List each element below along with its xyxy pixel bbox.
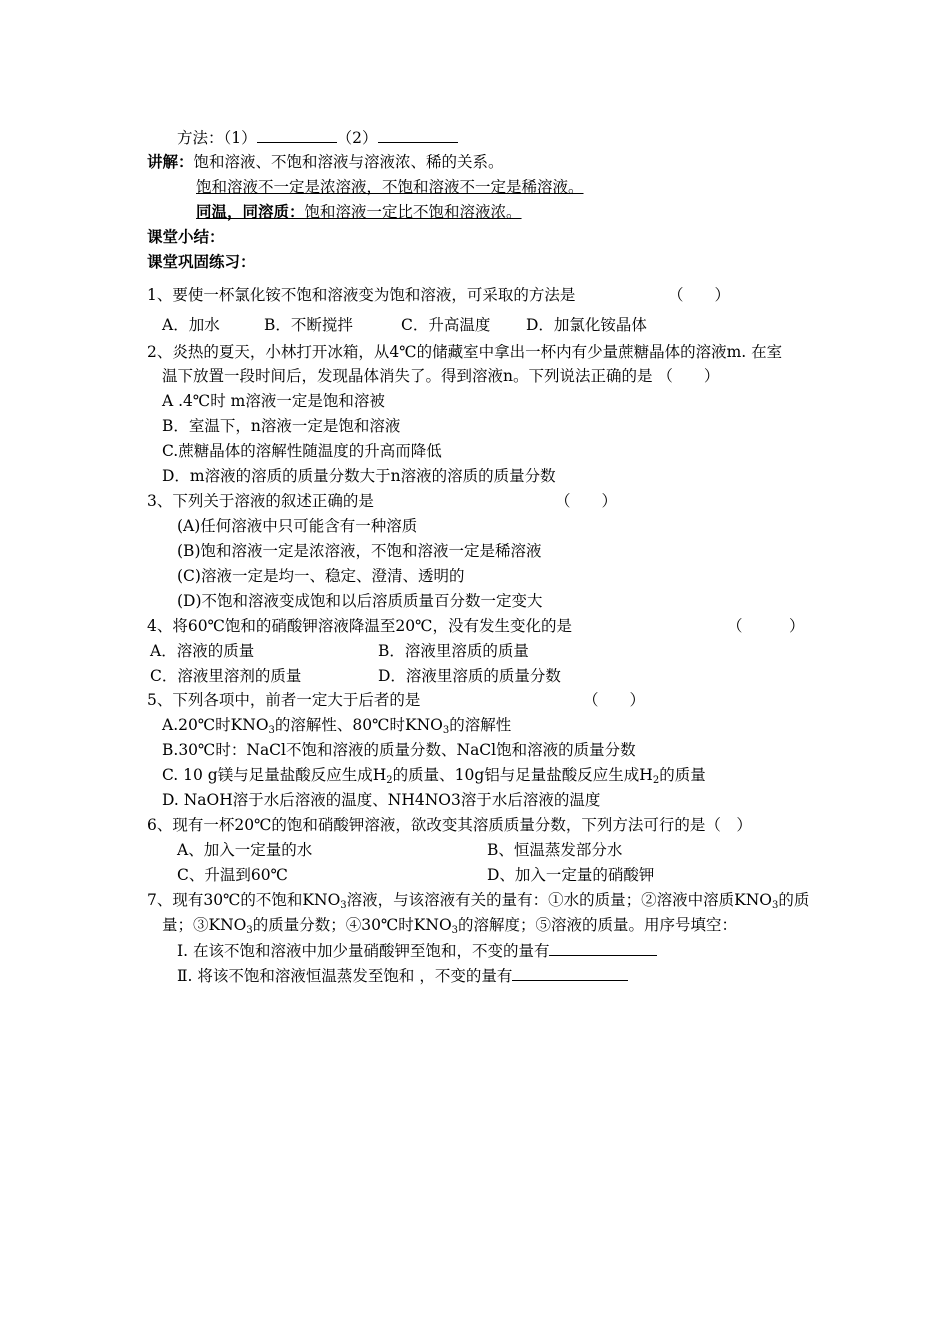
q7-item-i-blank[interactable]	[549, 940, 657, 956]
q1-option-c: C．升高温度	[401, 316, 491, 334]
method-line	[177, 127, 458, 148]
explain-line-3-bold: 同温，同溶质：	[196, 202, 305, 221]
q5-option-b: B.30℃时：NaCl不饱和溶液的质量分数、NaCl饱和溶液的质量分数	[162, 741, 636, 759]
q1-option-b: B．不断搅拌	[264, 316, 353, 334]
q4-option-b: B．溶液里溶质的质量	[378, 642, 529, 660]
q7-item-ii-blank[interactable]	[512, 965, 628, 981]
q2-option-a: A .4℃时 m溶液一定是饱和溶被	[162, 392, 385, 410]
q4-answer-paren: （ ）	[727, 617, 805, 635]
q3-option-c: (C)溶液一定是均一、稳定、澄清、透明的	[177, 567, 465, 585]
subscript: 3	[772, 900, 779, 911]
summary-heading: 课堂小结：	[147, 227, 225, 246]
q7-line1-part3: 的质	[778, 891, 810, 909]
q7-line1-part1: 7、现有30℃的不饱和KNO	[147, 891, 341, 909]
method-part1-label: （1）	[223, 129, 257, 147]
practice-heading: 课堂巩固练习：	[147, 252, 256, 271]
q5-stem: 5、下列各项中，前者一定大于后者的是	[147, 691, 421, 709]
q6-option-b: B、恒温蒸发部分水	[487, 841, 623, 859]
subscript: 2	[386, 775, 393, 786]
q1-option-d: D．加氯化铵晶体	[526, 316, 647, 334]
q5-option-a-part1: A.20℃时KNO	[162, 716, 269, 734]
q5-option-c-part1: C. 10 g镁与足量盐酸反应生成H	[162, 766, 387, 784]
subscript: 3	[340, 900, 347, 911]
q6-stem: 6、现有一杯20℃的饱和硝酸钾溶液，欲改变其溶质质量分数，下列方法可行的是（ ）	[147, 816, 752, 834]
q7-item-i	[177, 940, 657, 961]
q3-stem: 3、下列关于溶液的叙述正确的是	[147, 492, 374, 510]
subscript: 3	[246, 925, 253, 936]
explain-line-2: 饱和溶液不一定是浓溶液，不饱和溶液不一定是稀溶液。	[196, 178, 584, 196]
q2-option-c: C.蔗糖晶体的溶解性随温度的升高而降低	[162, 442, 442, 460]
q1-option-a: A．加水	[162, 316, 220, 334]
q1-stem: 1、要使一杯氯化铵不饱和溶液变为饱和溶液，可采取的方法是	[147, 286, 576, 304]
q4-option-c: C．溶液里溶剂的质量	[150, 667, 302, 685]
q6-option-a: A、加入一定量的水	[177, 841, 313, 859]
q4-option-d: D．溶液里溶质的质量分数	[378, 667, 561, 685]
q7-item-ii	[177, 965, 628, 986]
q1-answer-paren: （ ）	[668, 286, 731, 304]
q5-option-c	[162, 765, 706, 785]
subscript: 3	[451, 925, 459, 936]
q5-option-a	[162, 715, 511, 735]
q3-answer-paren: （ ）	[555, 492, 618, 510]
q5-option-c-part3: 的质量	[659, 766, 706, 784]
subscript: 2	[652, 775, 660, 786]
q3-option-a: (A)任何溶液中只可能含有一种溶质	[177, 517, 418, 535]
q5-option-a-part2: 的溶解性、80℃时KNO	[274, 716, 443, 734]
method-blank-1[interactable]	[257, 127, 337, 143]
q7-item-ii-text: Ⅱ. 将该不饱和溶液恒温蒸发至饱和 ，不变的量有	[177, 967, 513, 985]
q7-stem-line2	[162, 915, 737, 935]
method-blank-2[interactable]	[378, 127, 458, 143]
q3-option-d: (D)不饱和溶液变成饱和以后溶质质量百分数一定变大	[177, 592, 543, 610]
q5-answer-paren: （ ）	[583, 691, 646, 709]
q2-stem-line1: 2、炎热的夏天，小林打开冰箱，从4℃的储藏室中拿出一杯内有少量蔗糖晶体的溶液m. 在室	[147, 343, 783, 361]
q5-option-c-part2: 的质量、10g铝与足量盐酸反应生成H	[392, 766, 653, 784]
q4-option-a: A．溶液的质量	[150, 642, 255, 660]
explain-line-3-rest: 饱和溶液一定比不饱和溶液浓。	[304, 203, 522, 221]
q4-stem: 4、将60℃饱和的硝酸钾溶液降温至20℃，没有发生变化的是	[147, 617, 572, 635]
explain-label: 讲解：	[147, 152, 194, 171]
q3-option-b: (B)饱和溶液一定是浓溶液，不饱和溶液一定是稀溶液	[177, 542, 542, 560]
q7-line2-part3: 的溶解度；⑤溶液的质量。用序号填空：	[458, 916, 738, 934]
q7-line1-part2: 溶液，与该溶液有关的量有：①水的质量；②溶液中溶质KNO	[346, 891, 773, 909]
q7-line2-part2: 的质量分数；④30℃时KNO	[252, 916, 452, 934]
q2-option-b: B．室温下，n溶液一定是饱和溶液	[162, 417, 401, 435]
explain-line-3	[196, 202, 522, 222]
q7-stem-line1	[147, 890, 809, 910]
subscript: 3	[442, 725, 450, 736]
method-part2-label: （2）	[336, 129, 378, 147]
q5-option-d: D. NaOH溶于水后溶液的温度、NH4NO3溶于水后溶液的温度	[162, 791, 601, 809]
q7-item-i-text: Ⅰ. 在该不饱和溶液中加少量硝酸钾至饱和，不变的量有	[177, 942, 550, 960]
q5-option-a-part3: 的溶解性	[449, 716, 512, 734]
q6-option-c: C、升温到60℃	[177, 866, 288, 884]
explain-line	[147, 152, 504, 172]
explain-text: 饱和溶液、不饱和溶液与溶液浓、稀的关系。	[193, 153, 504, 171]
method-label: 方法：	[177, 129, 224, 147]
subscript: 3	[268, 725, 275, 736]
q6-option-d: D、加入一定量的硝酸钾	[487, 866, 655, 884]
q2-option-d: D．m溶液的溶质的质量分数大于n溶液的溶质的质量分数	[162, 467, 556, 485]
q7-line2-part1: 量；③KNO	[162, 916, 247, 934]
q2-stem-line2: 温下放置一段时间后，发现晶体消失了。得到溶液n。下列说法正确的是 （ ）	[162, 367, 720, 385]
